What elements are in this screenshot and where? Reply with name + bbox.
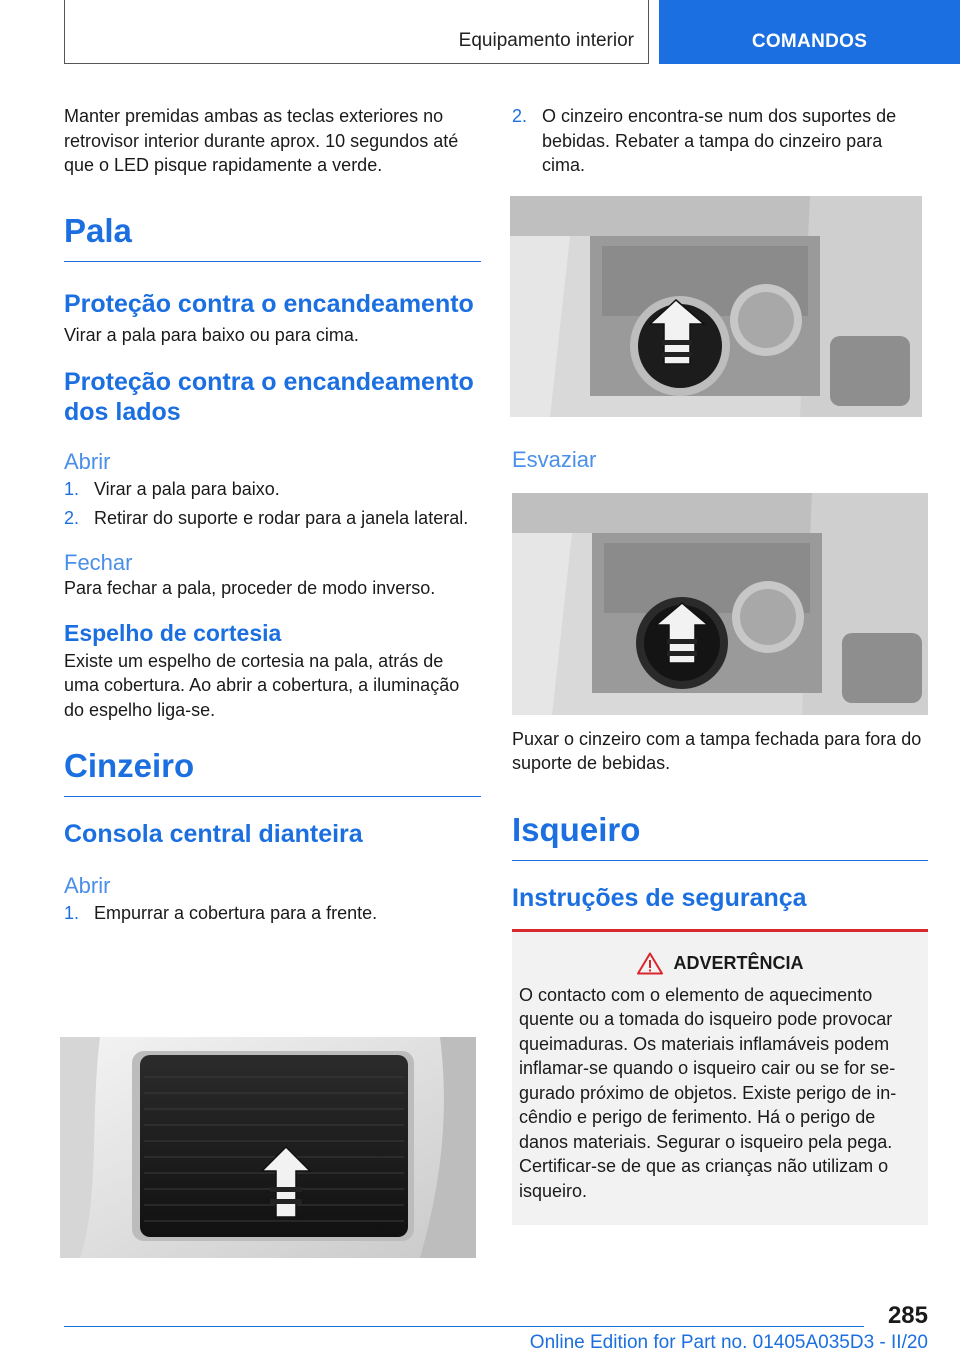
step-item-2 [512, 104, 928, 178]
step-item [64, 901, 481, 926]
heading-esvaziar: Esvaziar [512, 446, 597, 472]
step-number: 1. [64, 479, 80, 499]
heading-isqueiro: Isqueiro [512, 810, 928, 861]
steps-abrir [64, 477, 481, 530]
header-chapter-tab [659, 0, 960, 64]
console-cover-illustration [60, 1037, 476, 1258]
warning-title: ADVERTÊNCIA [673, 952, 804, 973]
step-number: 2. [512, 106, 528, 126]
step-number: 2. [64, 507, 80, 528]
heading-fechar: Fechar [64, 550, 133, 575]
step-text: Virar a pala para baixo. [94, 479, 280, 499]
right-column [512, 104, 928, 1225]
header-chapter-title: COMANDOS [751, 31, 868, 52]
ashtray-remove-illustration [512, 493, 928, 715]
heading-abrir: Abrir [64, 449, 111, 474]
step-number: 1. [64, 903, 80, 923]
heading-espelho: Espelho de cortesia [64, 619, 282, 646]
warning-triangle-icon [637, 952, 663, 975]
ashtray-open-illustration [510, 196, 922, 417]
paragraph-protecao: Virar a pala para baixo ou para cima. [64, 324, 359, 345]
step-text: O cinzeiro encontra-se num dos suportes de bebidas. Rebater a tampa do cinzeiro para cima. [542, 106, 897, 175]
intro-paragraph: Manter premidas ambas as teclas exteriores no retrovisor interior durante aprox. 10 segundos até que o LED pisque rapidamente a verde. [64, 106, 459, 175]
step-text: Retirar do suporte e rodar para a janela lateral. [94, 507, 469, 528]
heading-abrir-2: Abrir [64, 873, 111, 898]
paragraph-espelho: Existe um espelho de cortesia na pala, atrás de uma cobertura. Ao abrir a cobertura, a iluminação do espelho liga-se. [64, 650, 460, 720]
warning-box [512, 932, 928, 1226]
ashtray-remove-image [512, 493, 928, 715]
warning-title-row [519, 952, 922, 975]
heading-protecao-lados: Proteção contra o encandeamento dos lados [64, 368, 474, 426]
heading-cinzeiro: Cinzeiro [64, 746, 481, 797]
heading-consola: Consola central dianteira [64, 820, 363, 848]
heading-protecao: Proteção contra o encandeamento [64, 289, 474, 318]
header-section-tab [64, 0, 649, 64]
warning-text: O contacto com o elemento de aquecimento quente ou a tomada do isqueiro pode provocar queimaduras. Os materiais inflamáveis podem inflamar-se quando o isqueiro cair ou se for se-gurado próximo de objetos. Existe perigo de in-cêndio e perigo de ferimento. Há o perigo de danos materiais. Segurar o isqueiro pela pega. Certificar-se de que as crianças não utilizam o isqueiro. [519, 984, 897, 1201]
step-item [64, 506, 481, 531]
footer-rule [64, 1326, 864, 1327]
footer-edition: Online Edition for Part no. 01405A035D3 - II/20 [529, 1332, 928, 1353]
heading-instrucoes: Instruções de segurança [512, 883, 807, 912]
left-column [64, 104, 481, 926]
header-section-title: Equipamento interior [458, 30, 634, 51]
step-item [64, 477, 481, 502]
paragraph-fechar: Para fechar a pala, proceder de modo inverso. [64, 578, 436, 598]
paragraph-esvaziar: Puxar o cinzeiro com a tampa fechada para fora do suporte de bebidas. [512, 728, 922, 773]
steps-abrir-2 [64, 901, 481, 926]
page-number: 285 [887, 1302, 928, 1329]
console-cover-image [60, 1037, 476, 1258]
heading-pala: Pala [64, 211, 481, 262]
ashtray-open-image [510, 196, 922, 417]
step-text: Empurrar a cobertura para a frente. [94, 903, 378, 923]
